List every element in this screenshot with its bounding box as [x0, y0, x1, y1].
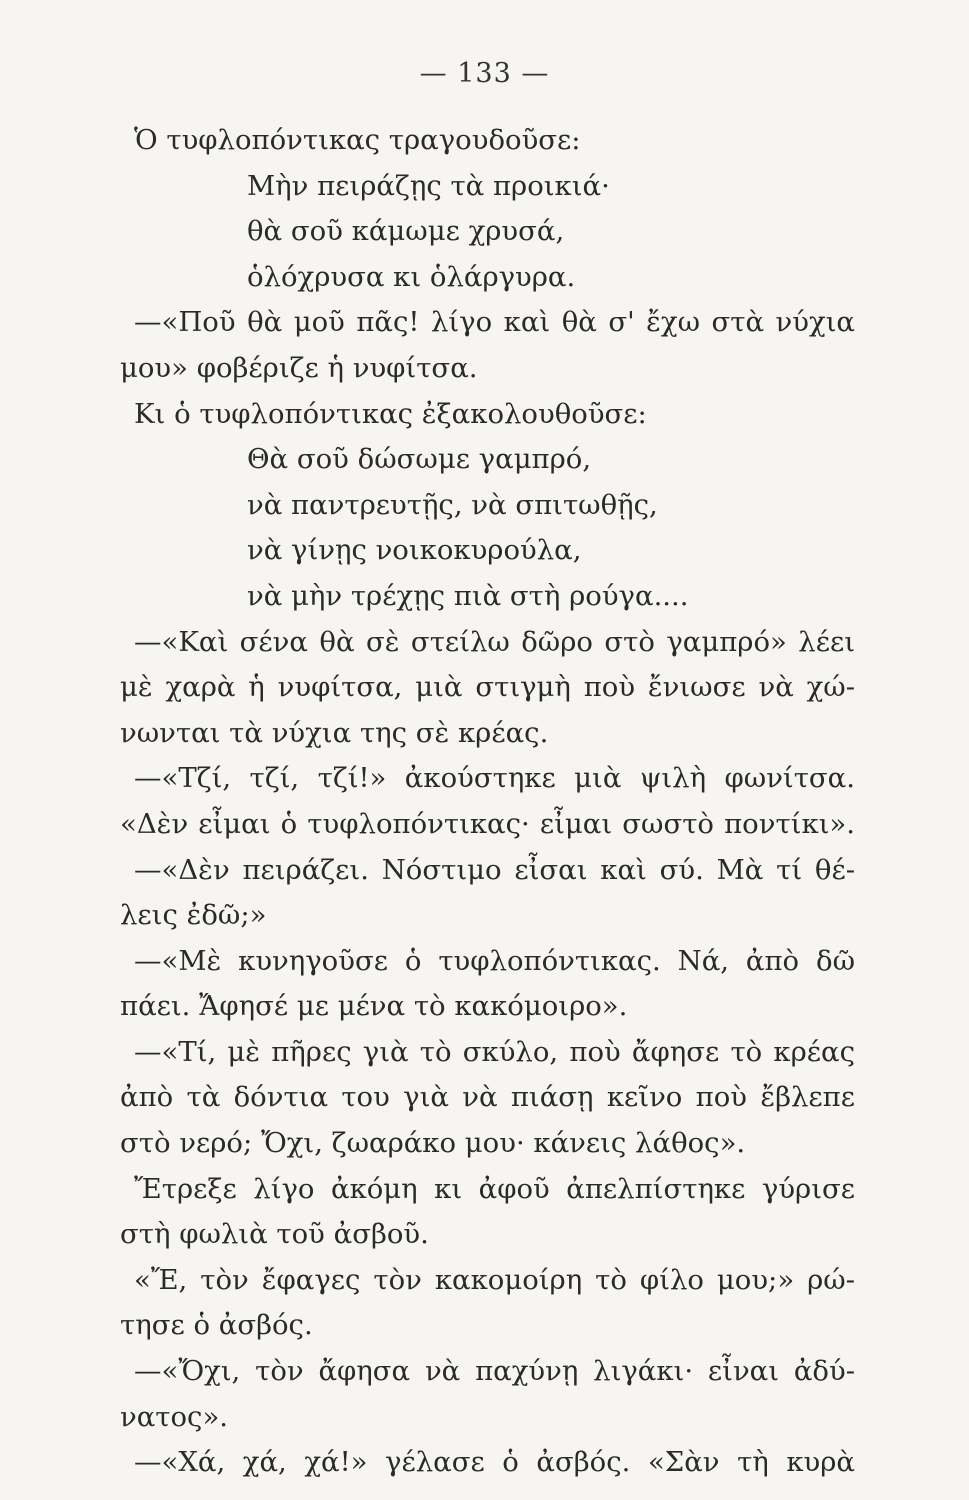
text-line: τησε ὁ ἀσβός. [120, 1309, 313, 1342]
verse-line: νὰ μὴν τρέχῃς πιὰ στὴ ρούγα.... [247, 579, 689, 612]
text-line: «Δὲν εἶμαι ὁ τυφλοπόντικας· εἶμαι σωστὸ ποντίκι». [120, 807, 855, 840]
text-line: —«Μὲ κυνηγοῦσε ὁ τυφλοπόντικας. Νά, ἀπὸ δῶ [134, 944, 855, 977]
text-line: —«Καὶ σένα θὰ σὲ στείλω δῶρο στὸ γαμπρό» λέει [134, 625, 855, 658]
text-line: —«Ὄχι, τὸν ἄφησα νὰ παχύνῃ λιγάκι· εἶναι ἀδύ- [134, 1355, 855, 1388]
text-line: νατος». [120, 1400, 229, 1433]
text-line: λεις ἐδῶ;» [120, 899, 267, 932]
text-line: —«Χά, χά, χά!» γέλασε ὁ ἀσβός. «Σὰν τὴ κυρὰ [134, 1446, 855, 1479]
text-line: ἀπὸ τὰ δόντια του γιὰ νὰ πιάσῃ κεῖνο ποὺ ἔβλεπε [120, 1081, 855, 1114]
text-line: —«Δὲν πειράζει. Νόστιμο εἶσαι καὶ σύ. Μὰ τί θέ- [134, 853, 855, 886]
verse-line: νὰ γίνῃς νοικοκυρούλα, [247, 534, 582, 567]
verse-line: ὁλόχρυσα κι ὁλάργυρα. [247, 260, 576, 293]
text-line: πάει. Ἄφησέ με μένα τὸ κακόμοιρο». [120, 990, 628, 1023]
verse-line: Θὰ σοῦ δώσωμε γαμπρό, [247, 443, 592, 476]
text-line: «Ἔ, τὸν ἔφαγες τὸν κακομοίρη τὸ φίλο μου;» ρώ- [134, 1263, 855, 1296]
text-line: Ἔτρεξε λίγο ἀκόμη κι ἀφοῦ ἀπελπίστηκε γύρισε [134, 1172, 855, 1205]
verse-line: Μὴν πειράζῃς τὰ προικιά· [247, 169, 610, 202]
text-line: —«Ποῦ θὰ μοῦ πᾶς! λίγο καὶ θὰ σ' ἔχω στὰ νύχια [134, 306, 855, 339]
page-number: — 133 — [419, 58, 550, 89]
text-line: Ὁ τυφλοπόντικας τραγουδοῦσε: [134, 124, 581, 156]
text-line: νωνται τὰ νύχια της σὲ κρέας. [120, 716, 549, 749]
text-line: μου» φοβέριζε ἡ νυφίτσα. [120, 351, 478, 384]
verse-line: θὰ σοῦ κάμωμε χρυσά, [247, 215, 565, 248]
verse-line: νὰ παντρευτῇς, νὰ σπιτωθῇς, [247, 488, 658, 521]
text-line: —«Τζί, τζί, τζί!» ἀκούστηκε μιὰ ψιλὴ φωνίτσα. [134, 762, 855, 795]
text-line: στὴ φωλιὰ τοῦ ἀσβοῦ. [120, 1218, 429, 1251]
text-line: —«Τί, μὲ πῆρες γιὰ τὸ σκύλο, ποὺ ἄφησε τὸ κρέας [134, 1035, 855, 1068]
text-line: μὲ χαρὰ ἡ νυφίτσα, μιὰ στιγμὴ ποὺ ἔνιωσε νὰ χώ- [120, 671, 855, 704]
text-line: Κι ὁ τυφλοπόντικας ἐξακολουθοῦσε: [134, 397, 647, 430]
text-line: στὸ νερό; Ὄχι, ζωαράκο μου· κάνεις λάθος». [120, 1127, 746, 1160]
page-text [120, 118, 855, 1486]
